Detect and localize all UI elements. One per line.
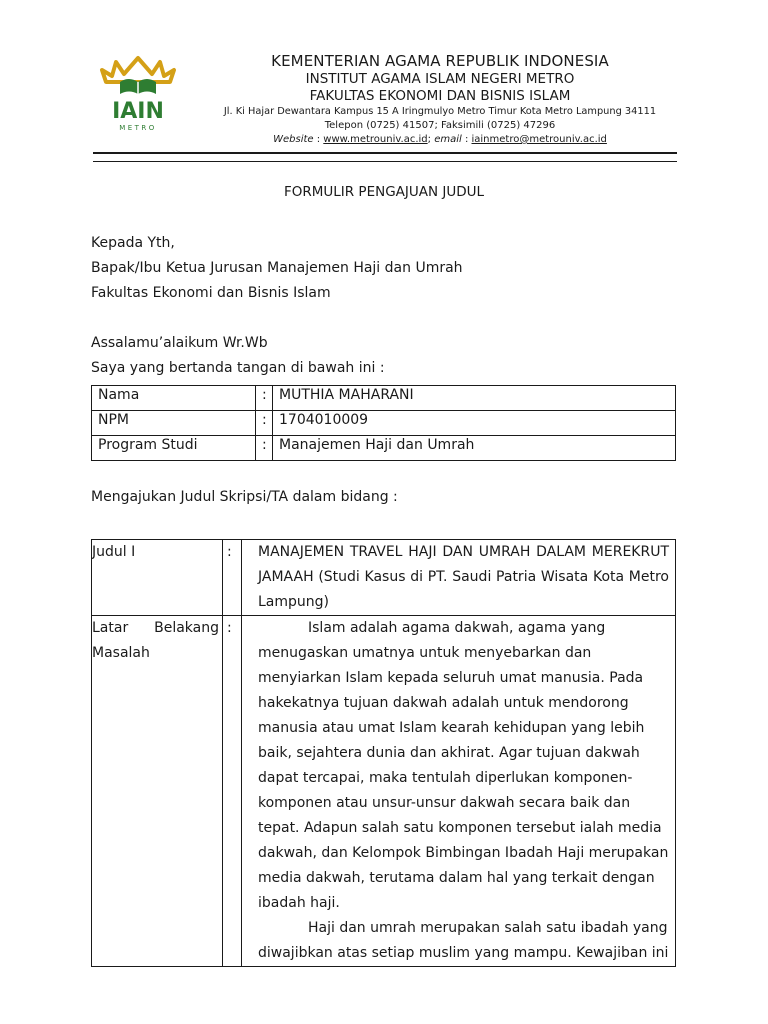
- submission-text: Mengajukan Judul Skripsi/TA dalam bidang :: [91, 489, 398, 505]
- identity-table: [91, 385, 676, 461]
- header-rule-thick: [93, 152, 677, 154]
- recipient-line-2: Bapak/Ibu Ketua Jurusan Manajemen Haji dan Umrah: [91, 260, 463, 276]
- email-link[interactable]: iainmetro@metrouniv.ac.id: [471, 134, 607, 145]
- website-link[interactable]: www.metrouniv.ac.id: [323, 134, 428, 145]
- judul-label: Judul I: [92, 540, 223, 616]
- greeting: Assalamu’alaikum Wr.Wb: [91, 335, 268, 351]
- svg-text:IAIN: IAIN: [112, 99, 164, 124]
- faculty-name: FAKULTAS EKONOMI DAN BISNIS ISLAM: [309, 88, 571, 104]
- identity-value: Manajemen Haji dan Umrah: [273, 436, 676, 461]
- latar-value: [242, 616, 676, 967]
- latar-paragraph: Haji dan umrah merupakan salah satu ibadah yang diwajibkan atas setiap muslim yang mampu. Kewajiban ini: [258, 920, 669, 961]
- identity-label: NPM: [92, 411, 256, 436]
- latar-label-word: Belakang: [154, 620, 219, 636]
- table-row: [92, 540, 676, 616]
- judul-sep: :: [223, 540, 242, 616]
- title-table: [91, 539, 676, 967]
- table-row: [92, 411, 676, 436]
- email-label: email: [434, 134, 462, 145]
- identity-value: MUTHIA MAHARANI: [273, 386, 676, 411]
- identity-label: Nama: [92, 386, 256, 411]
- identity-sep: :: [256, 386, 273, 411]
- letterhead: [190, 52, 690, 147]
- judul-value: MANAJEMEN TRAVEL HAJI DAN UMRAH DALAM MEREKRUT JAMAAH (Studi Kasus di PT. Saudi Patria Wisata Kota Metro Lampung): [242, 540, 676, 616]
- table-row: [92, 616, 676, 967]
- institute-name: INSTITUT AGAMA ISLAM NEGERI METRO: [305, 71, 575, 87]
- form-title: FORMULIR PENGAJUAN JUDUL: [283, 184, 485, 200]
- address: Jl. Ki Hajar Dewantara Kampus 15 A Iringmulyo Metro Timur Kota Metro Lampung 34111: [223, 106, 657, 117]
- identity-value: 1704010009: [273, 411, 676, 436]
- ministry-name: KEMENTERIAN AGAMA REPUBLIK INDONESIA: [271, 52, 609, 70]
- latar-paragraph: Islam adalah agama dakwah, agama yang menugaskan umatnya untuk menyebarkan dan menyiarkan Islam kepada seluruh umat manusia. Pada hakekatnya tujuan dakwah adalah untuk mendorong manusia atau umat Islam kearah kehidupan yang lebih baik, sejahtera dunia dan akhirat. Agar tujuan dakwah dapat tercapai, maka tentulah diperlukan komponen-komponen atau unsur-unsur dakwah secara baik dan tepat. Adapun salah satu komponen tersebut ialah media dakwah, dan Kelompok Bimbingan Ibadah Haji merupakan media dakwah, terutama dalam hal yang terkait dengan ibadah haji.: [258, 620, 669, 911]
- iain-metro-logo: [96, 52, 180, 132]
- latar-label-word: Masalah: [92, 645, 150, 661]
- latar-sep: :: [223, 616, 242, 967]
- header-rule-thin: [93, 161, 677, 162]
- latar-label: [92, 616, 223, 967]
- recipient-line-3: Fakultas Ekonomi dan Bisnis Islam: [91, 285, 331, 301]
- table-row: [92, 386, 676, 411]
- intro-text: Saya yang bertanda tangan di bawah ini :: [91, 360, 385, 376]
- identity-sep: :: [256, 436, 273, 461]
- table-row: [92, 436, 676, 461]
- latar-label-word: Latar: [92, 620, 129, 636]
- phone-fax: Telepon (0725) 41507; Faksimili (0725) 47296: [324, 120, 556, 131]
- website-label: Website: [273, 134, 314, 145]
- identity-label: Program Studi: [92, 436, 256, 461]
- web-contact: Website : www.metrouniv.ac.id; email : iainmetro@metrouniv.ac.id: [273, 134, 607, 145]
- svg-text:METRO: METRO: [119, 124, 157, 132]
- identity-sep: :: [256, 411, 273, 436]
- recipient-line-1: Kepada Yth,: [91, 235, 175, 251]
